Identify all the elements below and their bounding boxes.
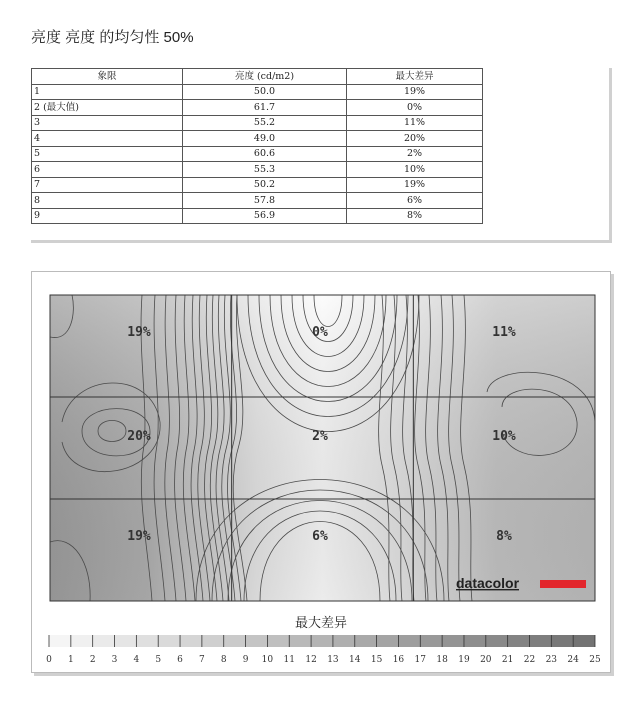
uniformity-table <box>31 68 483 224</box>
table-row <box>32 208 483 224</box>
column-header-luminance: 亮度 (cd/m2) <box>183 69 347 85</box>
table-row <box>32 193 483 209</box>
cell-quadrant: 1 <box>32 84 183 100</box>
legend-tick-label: 19 <box>458 655 470 665</box>
cell-max-difference: 8% <box>347 208 483 224</box>
cell-quadrant: 5 <box>32 146 183 162</box>
legend-tick-label: 8 <box>220 655 227 665</box>
legend-tick-label: 16 <box>392 655 405 665</box>
legend-tick-label: 23 <box>545 655 558 665</box>
legend-tick-label: 5 <box>155 655 162 665</box>
cell-luminance: 57.8 <box>183 193 347 209</box>
table-row <box>32 162 483 178</box>
legend-tick-label: 10 <box>261 655 274 665</box>
cell-max-difference: 6% <box>347 193 483 209</box>
legend-swatch <box>508 635 530 647</box>
legend-tick-label: 7 <box>199 655 205 665</box>
legend-tick-label: 2 <box>89 655 96 665</box>
column-header-max-difference: 最大差异 <box>347 69 483 85</box>
column-header-quadrant: 象限 <box>32 69 183 85</box>
cell-label: 8% <box>496 529 512 544</box>
table-row <box>32 177 483 193</box>
legend-swatch <box>158 635 180 647</box>
cell-label: 2% <box>312 429 328 444</box>
legend-swatch <box>202 635 224 647</box>
cell-label: 20% <box>127 429 151 444</box>
cell-quadrant: 9 <box>32 208 183 224</box>
legend-tick-label: 13 <box>327 655 339 665</box>
legend-swatch <box>311 635 333 647</box>
legend-swatch <box>398 635 420 647</box>
cell-max-difference: 20% <box>347 131 483 147</box>
legend-swatch <box>464 635 486 647</box>
legend-swatch <box>246 635 268 647</box>
legend-swatch <box>486 635 508 647</box>
legend-swatch <box>355 635 377 647</box>
legend-tick-label: 15 <box>370 655 383 665</box>
legend-swatch <box>224 635 246 647</box>
cell-label: 6% <box>312 529 328 544</box>
legend-tick-label: 4 <box>133 655 140 665</box>
legend-swatch <box>289 635 311 647</box>
cell-quadrant: 2 (最大值) <box>32 100 183 116</box>
cell-max-difference: 2% <box>347 146 483 162</box>
cell-max-difference: 10% <box>347 162 483 178</box>
legend-tick-label: 0 <box>46 655 52 665</box>
legend-tick-label: 6 <box>177 655 183 665</box>
legend-tick-label: 25 <box>589 655 601 665</box>
datacolor-logo: datacolor <box>456 575 520 591</box>
legend-tick-label: 18 <box>436 655 448 665</box>
legend-swatch <box>551 635 573 647</box>
cell-quadrant: 8 <box>32 193 183 209</box>
legend-swatch <box>442 635 464 647</box>
cell-label: 10% <box>492 429 516 444</box>
legend-tick-label: 12 <box>305 655 317 665</box>
cell-label: 19% <box>127 325 151 340</box>
cell-luminance: 49.0 <box>183 131 347 147</box>
legend-swatch <box>333 635 355 647</box>
cell-max-difference: 0% <box>347 100 483 116</box>
legend-swatch <box>420 635 442 647</box>
cell-luminance: 50.0 <box>183 84 347 100</box>
legend-swatch <box>136 635 158 647</box>
legend-tick-label: 14 <box>349 655 361 665</box>
legend-swatch <box>529 635 551 647</box>
legend-swatch <box>267 635 289 647</box>
datacolor-logo-bar <box>540 580 586 588</box>
cell-luminance: 56.9 <box>183 208 347 224</box>
legend-tick-label: 22 <box>523 655 536 665</box>
cell-luminance: 61.7 <box>183 100 347 116</box>
legend-title: 最大差异 <box>294 615 347 630</box>
table-row <box>32 131 483 147</box>
cell-label: 11% <box>492 325 516 340</box>
legend-swatch <box>93 635 115 647</box>
cell-luminance: 55.3 <box>183 162 347 178</box>
uniformity-map-card <box>31 271 611 673</box>
legend-swatch <box>573 635 595 647</box>
table-row <box>32 115 483 131</box>
legend-tick-label: 9 <box>242 655 249 665</box>
legend-tick-label: 24 <box>567 655 579 665</box>
legend-tick-label: 3 <box>111 655 118 665</box>
page-title: 亮度 亮度 的均匀性 50% <box>31 29 194 46</box>
cell-max-difference: 19% <box>347 84 483 100</box>
cell-luminance: 55.2 <box>183 115 347 131</box>
legend-tick-label: 11 <box>283 655 295 665</box>
cell-quadrant: 4 <box>32 131 183 147</box>
legend-swatch <box>49 635 71 647</box>
legend-tick-label: 20 <box>480 655 492 665</box>
legend-swatch <box>180 635 202 647</box>
table-row <box>32 100 483 116</box>
legend-tick-label: 21 <box>501 655 514 665</box>
table-header-row <box>32 69 483 85</box>
legend-swatch <box>377 635 399 647</box>
cell-luminance: 60.6 <box>183 146 347 162</box>
table-row <box>32 84 483 100</box>
cell-label: 0% <box>312 325 328 340</box>
cell-max-difference: 11% <box>347 115 483 131</box>
uniformity-table-card <box>31 68 612 243</box>
cell-quadrant: 3 <box>32 115 183 131</box>
cell-max-difference: 19% <box>347 177 483 193</box>
cell-quadrant: 6 <box>32 162 183 178</box>
legend-swatch <box>71 635 93 647</box>
cell-label: 19% <box>127 529 151 544</box>
cell-luminance: 50.2 <box>183 177 347 193</box>
legend-swatch <box>115 635 137 647</box>
cell-quadrant: 7 <box>32 177 183 193</box>
legend-tick-label: 17 <box>414 655 427 665</box>
table-row <box>32 146 483 162</box>
legend-tick-label: 1 <box>67 655 74 665</box>
